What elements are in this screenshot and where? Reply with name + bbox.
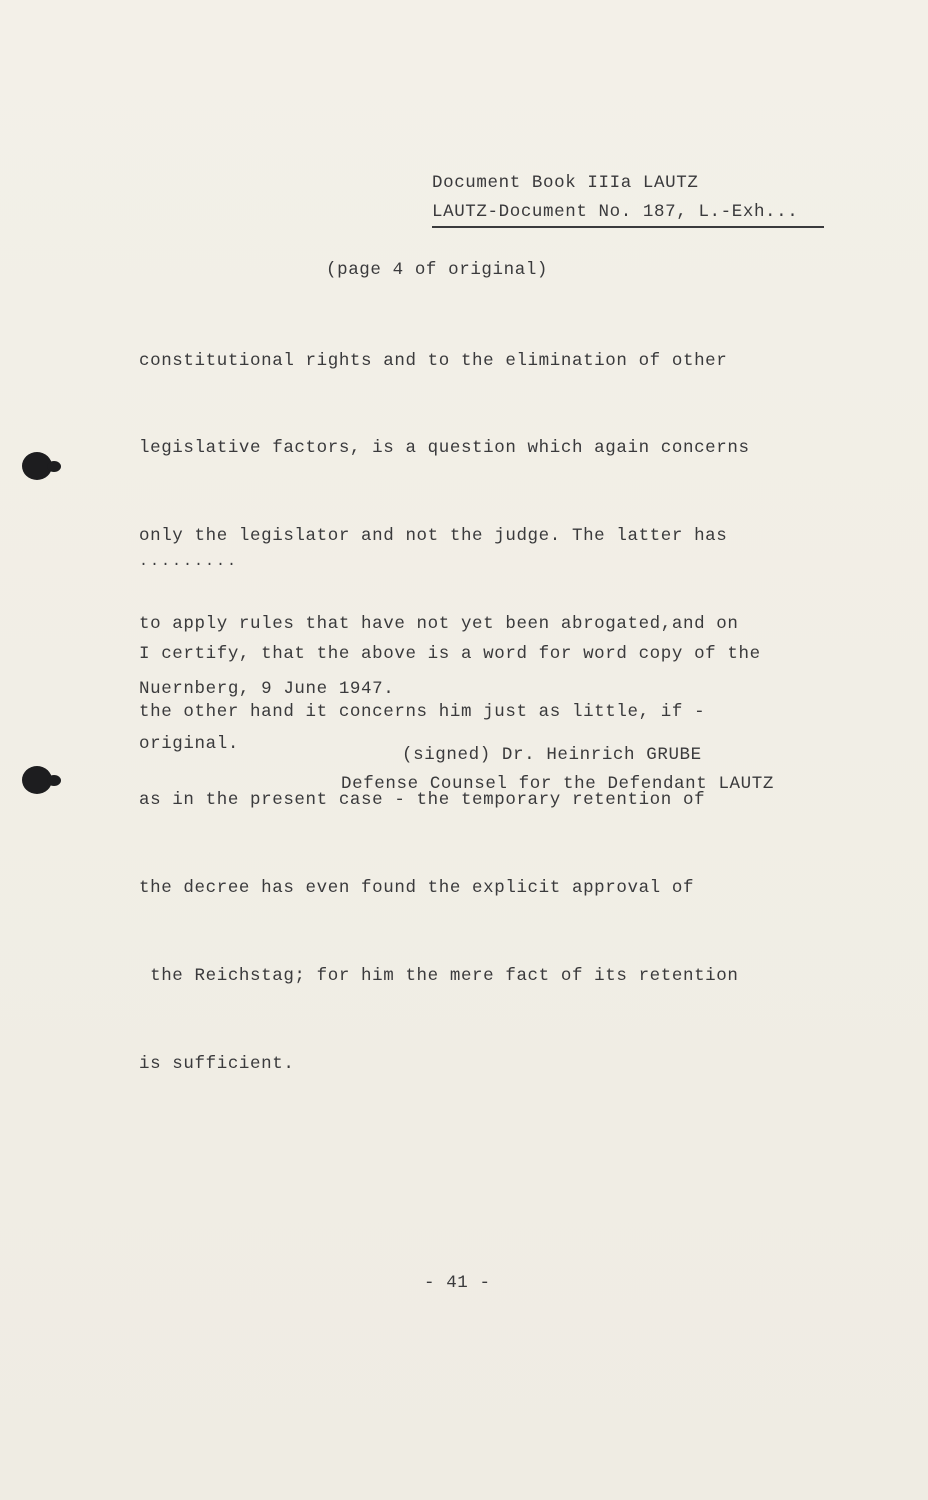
certification-line: original. [139, 734, 239, 754]
body-line: the decree has even found the explicit approval of [139, 877, 695, 898]
document-number-line: LAUTZ-Document No. 187, L.-Exh... [432, 202, 799, 222]
certification-line: I certify, that the above is a word for word copy of the [139, 644, 761, 664]
header-underline [432, 226, 824, 228]
omission-dots: ......... [139, 553, 239, 570]
punch-hole [22, 452, 52, 480]
place-date: Nuernberg, 9 June 1947. [139, 679, 395, 699]
document-book-line: Document Book IIIa LAUTZ [432, 173, 699, 193]
signature-name: (signed) Dr. Heinrich GRUBE [402, 745, 702, 765]
body-line: to apply rules that have not yet been abrogated,and on [139, 614, 739, 635]
body-line: the Reichstag; for him the mere fact of its retention [139, 965, 739, 986]
page-reference: (page 4 of original) [326, 260, 549, 280]
body-line: as in the present case - the temporary retention of [139, 790, 706, 811]
signature-title: Defense Counsel for the Defendant LAUTZ [341, 774, 774, 794]
body-line: is sufficient. [139, 1053, 295, 1074]
punch-hole [22, 766, 52, 794]
page-number: - 41 - [424, 1273, 491, 1293]
body-line: legislative factors, is a question which again concerns [139, 438, 750, 459]
body-line: only the legislator and not the judge. The latter has [139, 526, 728, 547]
body-line: constitutional rights and to the elimination of other [139, 350, 728, 371]
body-line: the other hand it concerns him just as little, if - [139, 702, 706, 723]
